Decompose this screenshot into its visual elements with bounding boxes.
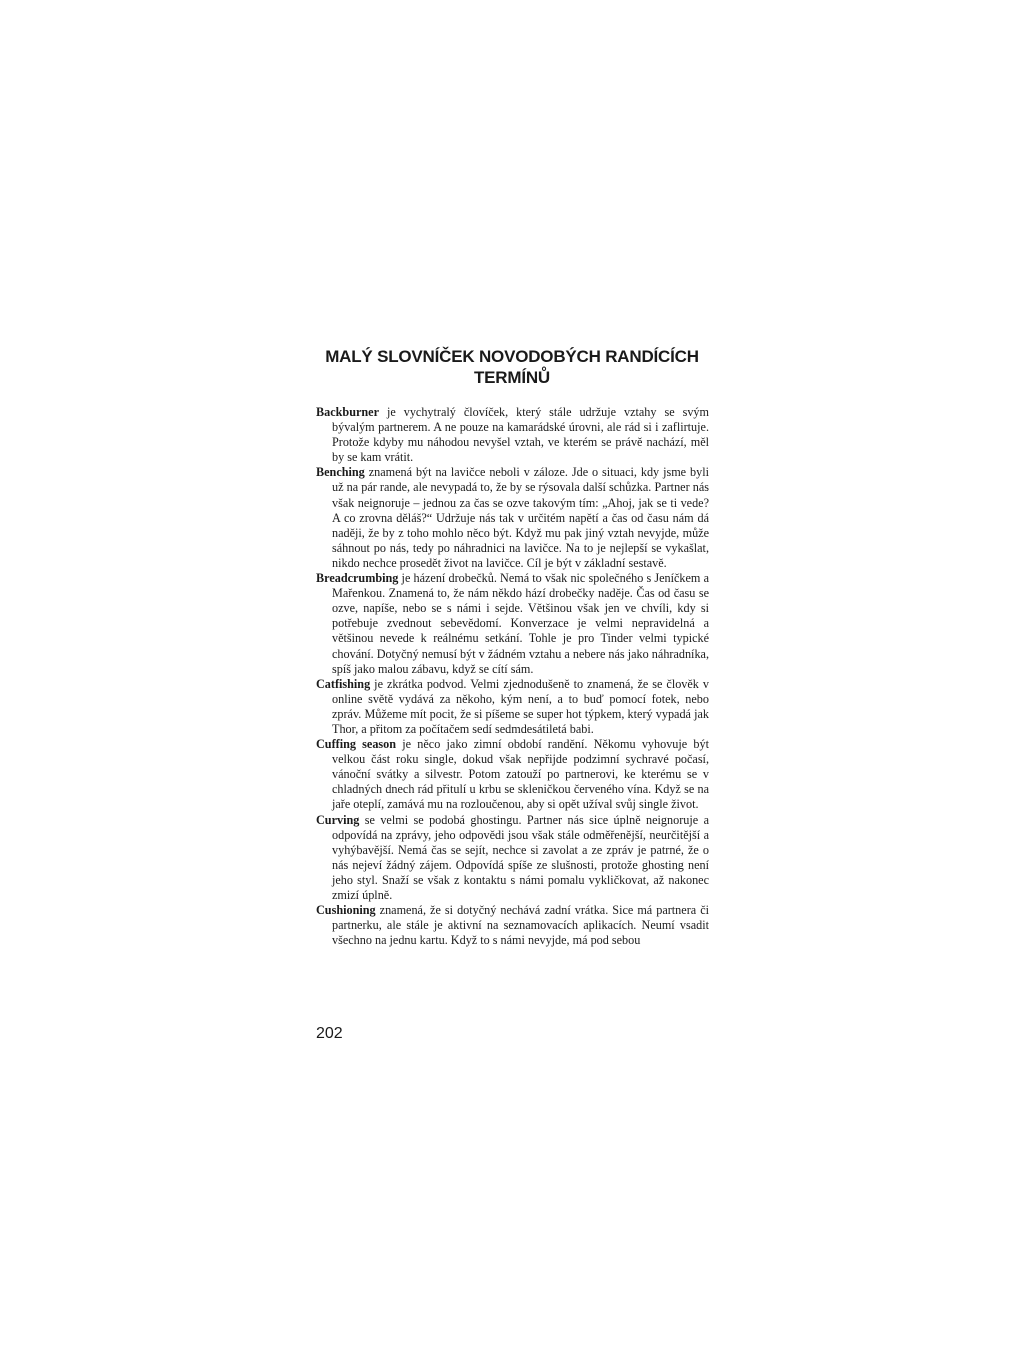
page-title xyxy=(300,346,724,388)
glossary-term: Breadcrumbing xyxy=(316,571,399,586)
glossary-term: Benching xyxy=(316,465,365,480)
glossary-term: Cushioning xyxy=(316,903,376,918)
glossary-term: Backburner xyxy=(316,405,379,419)
glossary-entry-benching xyxy=(316,465,709,571)
glossary-entry-cushioning xyxy=(316,903,709,948)
glossary-definition: znamená, že si dotyčný nechává zadní vrátka. Sice má partnera či partnerku, ale stále je aktivní na seznamovacích aplikacích. Neumí vsadit všechno na jednu kartu. Když to s námi nevyjde, má pod sebou xyxy=(332,903,709,948)
page-title-line-2: TERMÍNŮ xyxy=(473,368,551,387)
glossary-definition: je vychytralý človíček, který stále udržuje vztahy se svým bývalým partnerem. A ne pouze na kamarádské úrovni, ale rád si i zaflirtuje. Protože kdyby mu náhodou nevyšel vztah, ve kterém se právě nachází, měl by se kam vrátit. xyxy=(332,405,709,465)
glossary-term: Curving xyxy=(316,812,360,827)
glossary-entry-curving xyxy=(316,813,709,904)
glossary-term: Catfishing xyxy=(316,676,371,691)
page-title-line-1: MALÝ SLOVNÍČEK NOVODOBÝCH RANDÍCÍCH xyxy=(325,347,699,366)
glossary-definition: je zkrátka podvod. Velmi zjednodušeně to znamená, že se člověk v online světě vydává za někoho, kým není, a to buď pomocí fotek, nebo zpráv. Můžeme mít pocit, že si píšeme se super hot týpkem, který vypadá jak Thor, a přitom za počítačem sedí sedmdesátiletá babi. xyxy=(332,676,709,736)
glossary-entry-cuffing-season xyxy=(316,737,709,812)
glossary-definition: se velmi se podobá ghostingu. Partner nás sice úplně neignoruje a odpovídá na zprávy, jeho odpovědi jsou však stále odměřenější, neurčitější a vyhýbavější. Nemá čas se sejít, nechce si zavolat a ze zpráv je patrné, že o nás nejeví žádný zájem. Odpovídá spíše ze slušnosti, protože ghosting není jeho styl. Snaží se však z kontaktu s námi pomalu vykličkovat, až nakonec zmizí úplně. xyxy=(332,812,709,902)
glossary-definition: je házení drobečků. Nemá to však nic společného s Jeníčkem a Mařenkou. Znamená to, že nám někdo hází drobečky naděje. Čas od času se ozve, napíše, nebo se s námi i sejde. Většinou však jen ve chvíli, kdy si potřebuje zvednout sebevědomí. Konverzace je velmi nepravidelná a většinou nevede k reálnému setkání. Tohle je pro Tinder velmi typické chování. Dotyčný nemusí být v žádném vztahu a nebere nás jako náhradníka, spíš jako malou zábavu, když se cítí sám. xyxy=(332,571,709,676)
glossary-term: Cuffing season xyxy=(316,737,397,752)
glossary-definition: znamená být na lavičce neboli v záloze. Jde o situaci, kdy jsme byli už na pár rande, ale nevypadá to, že by se rýsovala další schůzka. Partner nás však neignoruje – jednou za čas se ozve takovým tím: „Ahoj, jak se ti vede? A co zrovna děláš?“ Udržuje nás tak v určitém napětí a čas od času nám dá naději, že by z toho mohlo něco být. Když mu pak jiný vztah nevyjde, může sáhnout po nás, tedy po náhradnici na lavičce. Na to je nejlepší se vykašlat, nikdo nechce prosedět život na lavičce. Cíl je být v základní sestavě. xyxy=(332,465,709,570)
page-number: 202 xyxy=(316,1025,343,1042)
glossary-body xyxy=(316,405,709,948)
glossary-entry-catfishing xyxy=(316,677,709,737)
glossary-definition: je něco jako zimní období randění. Někomu vyhovuje být velkou část roku single, dokud však nepřijde podzimní sychravé počasí, vánoční svátky a silvestr. Potom zatouží po partnerovi, ke kterému se v chladných dnech rád přitulí u krbu se skleničkou červeného vína. Když se na jaře oteplí, zamává mu na rozloučenou, aby si opět užíval svůj single život. xyxy=(332,737,709,812)
glossary-entry-backburner xyxy=(316,405,709,465)
glossary-entry-breadcrumbing xyxy=(316,571,709,677)
